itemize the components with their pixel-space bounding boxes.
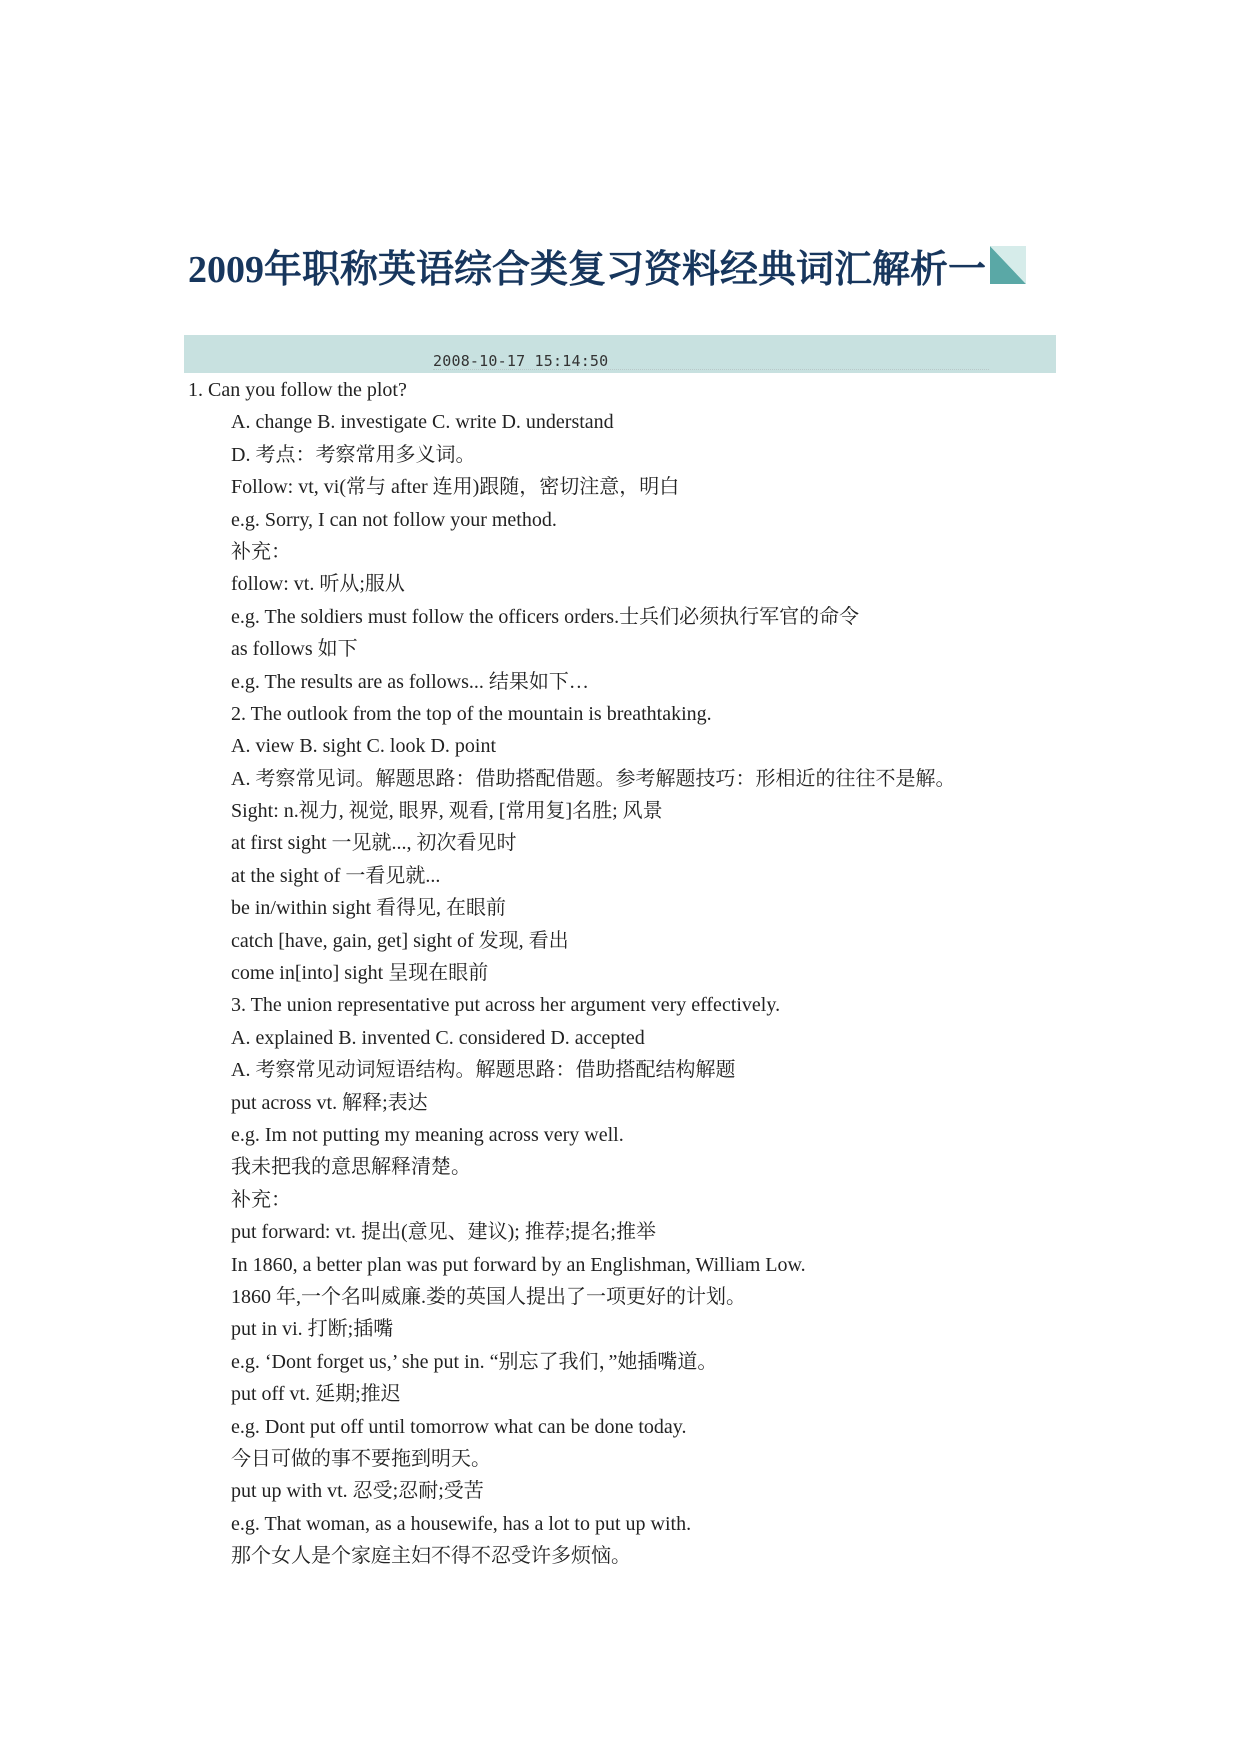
text-line: Sight: n.视力, 视觉, 眼界, 观看, [常用复]名胜; 风景 — [231, 800, 663, 823]
text-line: 今日可做的事不要拖到明天。 — [231, 1447, 491, 1470]
text-line: put forward: vt. 提出(意见、建议); 推荐;提名;推举 — [231, 1221, 656, 1244]
text-line: follow: vt. 听从;服从 — [231, 573, 405, 596]
text-line: e.g. The results are as follows... 结果如下… — [231, 670, 589, 693]
text-line: put across vt. 解释;表达 — [231, 1091, 428, 1114]
text-line: be in/within sight 看得见, 在眼前 — [231, 897, 506, 920]
date-bar — [184, 335, 1056, 373]
title-area — [188, 242, 1038, 298]
post-date: 2008-10-17 15:14:50 — [433, 352, 609, 370]
text-line: as follows 如下 — [231, 638, 358, 661]
text-line: e.g. Sorry, I can not follow your method. — [231, 508, 557, 531]
text-line: e.g. Im not putting my meaning across very well. — [231, 1123, 624, 1146]
text-line: A. change B. investigate C. write D. understand — [231, 411, 614, 434]
article-body — [188, 374, 1048, 1572]
text-line: A. explained B. invented C. considered D. accepted — [231, 1026, 645, 1049]
page-title: 2009年职称英语综合类复习资料经典词汇解析一 — [188, 249, 987, 291]
text-line: e.g. The soldiers must follow the officers orders.士兵们必须执行军官的命令 — [231, 605, 860, 628]
text-line: In 1860, a better plan was put forward by an Englishman, William Low. — [231, 1253, 806, 1276]
text-line: Follow: vt, vi(常与 after 连用)跟随，密切注意，明白 — [231, 476, 680, 499]
text-line: A. 考察常见动词短语结构。解题思路：借助搭配结构解题 — [231, 1059, 736, 1082]
text-line: at first sight 一见就..., 初次看见时 — [231, 832, 517, 855]
text-line: 我未把我的意思解释清楚。 — [231, 1156, 471, 1179]
text-line: put in vi. 打断;插嘴 — [231, 1318, 394, 1341]
text-line: put off vt. 延期;推迟 — [231, 1383, 401, 1406]
text-line: 那个女人是个家庭主妇不得不忍受许多烦恼。 — [231, 1545, 631, 1568]
text-line: e.g. That woman, as a housewife, has a lot to put up with. — [231, 1512, 692, 1535]
corner-triangle-icon — [990, 246, 1026, 284]
text-line: D. 考点：考察常用多义词。 — [231, 443, 476, 466]
text-line: 1. Can you follow the plot? — [188, 379, 407, 401]
text-line: come in[into] sight 呈现在眼前 — [231, 962, 489, 985]
text-line: A. 考察常见词。解题思路：借助搭配借题。参考解题技巧：形相近的往往不是解。 — [231, 767, 956, 790]
text-line: 1860 年,一个名叫威廉.娄的英国人提出了一项更好的计划。 — [231, 1285, 746, 1308]
text-line: A. view B. sight C. look D. point — [231, 735, 497, 758]
text-line: e.g. Dont put off until tomorrow what can be done today. — [231, 1415, 687, 1438]
text-line: e.g. ‘Dont forget us,’ she put in. “别忘了我们，”她插嘴道。 — [231, 1350, 718, 1373]
text-line: 3. The union representative put across her argument very effectively. — [231, 994, 781, 1017]
text-line: 补充： — [231, 540, 291, 563]
text-line: catch [have, gain, get] sight of 发现, 看出 — [231, 929, 569, 952]
date-underline — [433, 369, 989, 370]
text-line: at the sight of 一看见就... — [231, 864, 441, 887]
text-line: 2. The outlook from the top of the mountain is breathtaking. — [231, 702, 712, 725]
text-line: 补充： — [231, 1188, 291, 1211]
text-line: put up with vt. 忍受;忍耐;受苦 — [231, 1480, 484, 1503]
